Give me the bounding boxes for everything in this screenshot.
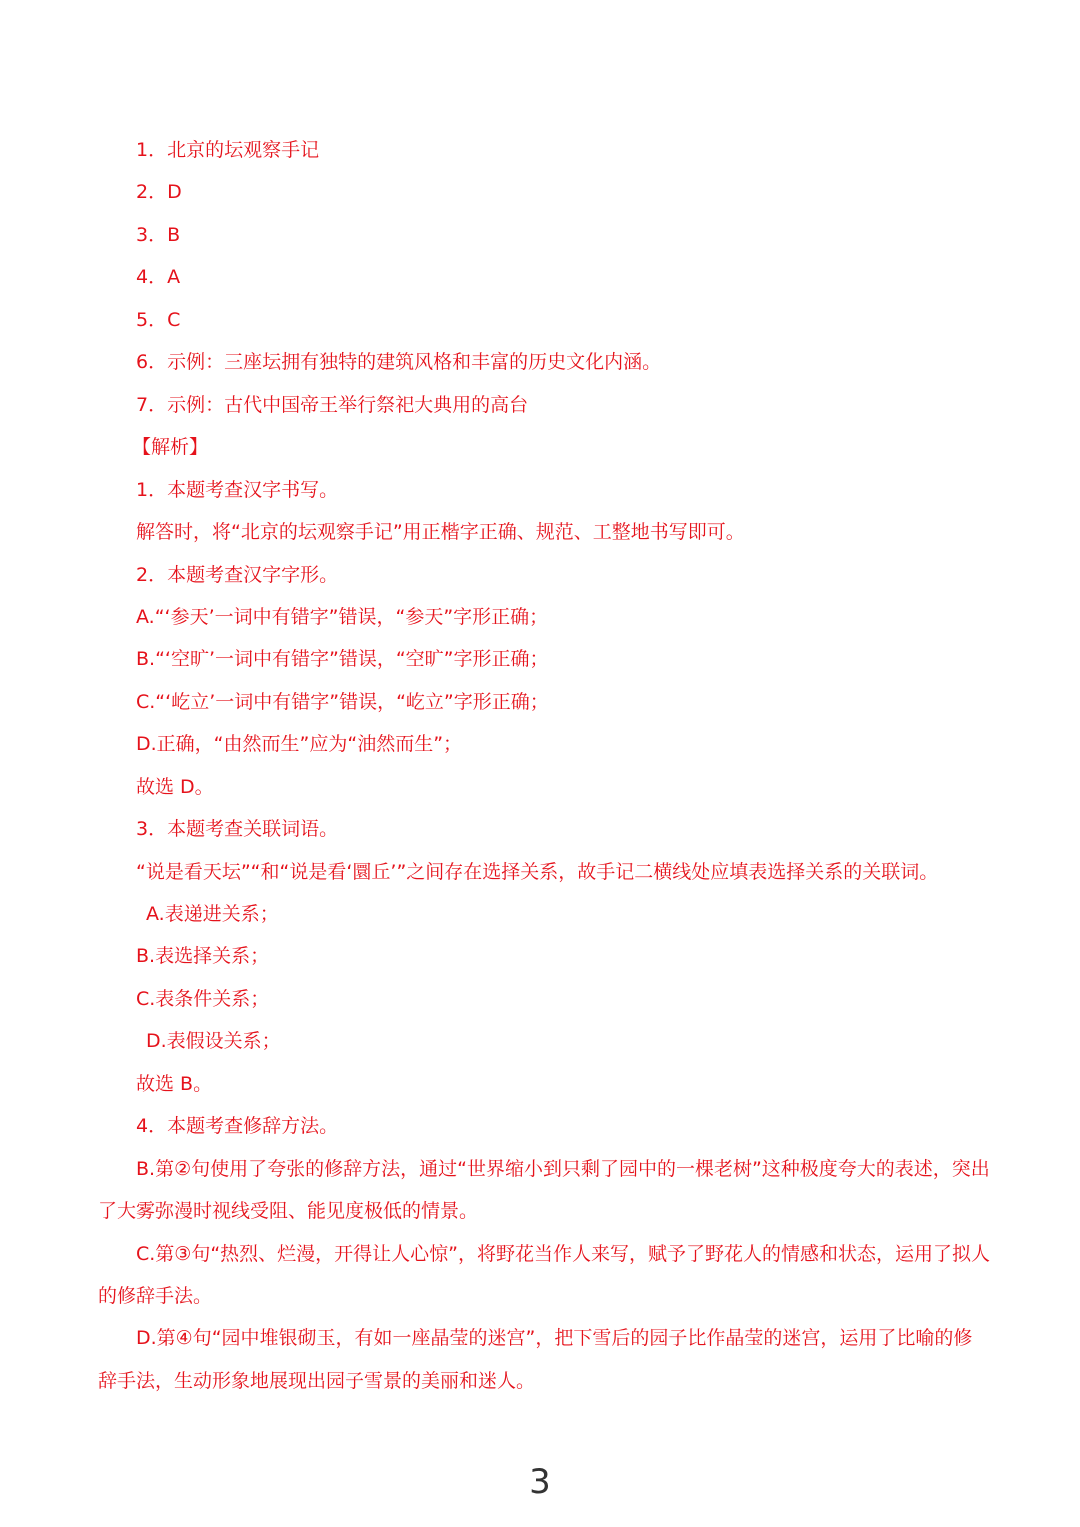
q4-d-line2: 辞手法，生动形象地展现出园子雪景的美丽和迷人。 [98,1370,536,1392]
answer-3: 3．B [136,224,181,246]
q3-body: “说是看天坛”“和“说是看‘圜丘’”之间存在选择关系，故手记二横线处应填表选择关系的关联词。 [136,861,939,883]
q2-title: 2．本题考查汉字字形。 [136,564,339,586]
q3-option-b: B.表选择关系； [136,945,270,967]
q4-c-line1: C.第③句“热烈、烂漫，开得让人心惊”，将野花当作人来写，赋予了野花人的情感和状态，运用了拟人 [136,1243,991,1265]
answer-1: 1．北京的坛观察手记 [136,139,320,161]
answer-6: 6．示例：三座坛拥有独特的建筑风格和丰富的历史文化内涵。 [136,351,662,373]
q4-title: 4．本题考查修辞方法。 [136,1115,339,1137]
q2-option-d: D.正确，“由然而生”应为“油然而生”； [136,733,463,755]
q2-option-c: C.“‘屹立’一词中有错字”错误，“屹立”字形正确； [136,691,549,713]
page-number: 3 [529,1462,551,1502]
analysis-heading: 【解析】 [132,436,209,458]
q3-option-d: D.表假设关系； [146,1030,281,1052]
q1-title: 1．本题考查汉字书写。 [136,479,339,501]
q2-option-a: A.“‘参天’一词中有错字”错误，“参天”字形正确； [136,606,549,628]
answer-4: 4．A [136,266,181,288]
q2-conclusion: 故选 D。 [136,776,214,798]
q3-conclusion: 故选 B。 [136,1073,213,1095]
q4-c-line2: 的修辞手法。 [98,1285,213,1307]
q3-option-c: C.表条件关系； [136,988,270,1010]
q4-b-line1: B.第②句使用了夸张的修辞方法，通过“世界缩小到只剩了园中的一棵老树”这种极度夸大的表述，突出 [136,1158,990,1180]
answer-5: 5．C [136,309,181,331]
q4-b-line2: 了大雾弥漫时视线受阻、能见度极低的情景。 [98,1200,479,1222]
q4-d-line1: D.第④句“园中堆银砌玉，有如一座晶莹的迷宫”，把下雪后的园子比作晶莹的迷宫，运用了比喻的修 [136,1327,973,1349]
q3-title: 3．本题考查关联词语。 [136,818,339,840]
q2-option-b: B.“‘空旷’一词中有错字”错误，“空旷”字形正确； [136,648,549,670]
answer-7: 7．示例：古代中国帝王举行祭祀大典用的高台 [136,394,529,416]
q1-body: 解答时，将“北京的坛观察手记”用正楷字正确、规范、工整地书写即可。 [136,521,745,543]
answer-2: 2．D [136,181,182,203]
q3-option-a: A.表递进关系； [146,903,279,925]
